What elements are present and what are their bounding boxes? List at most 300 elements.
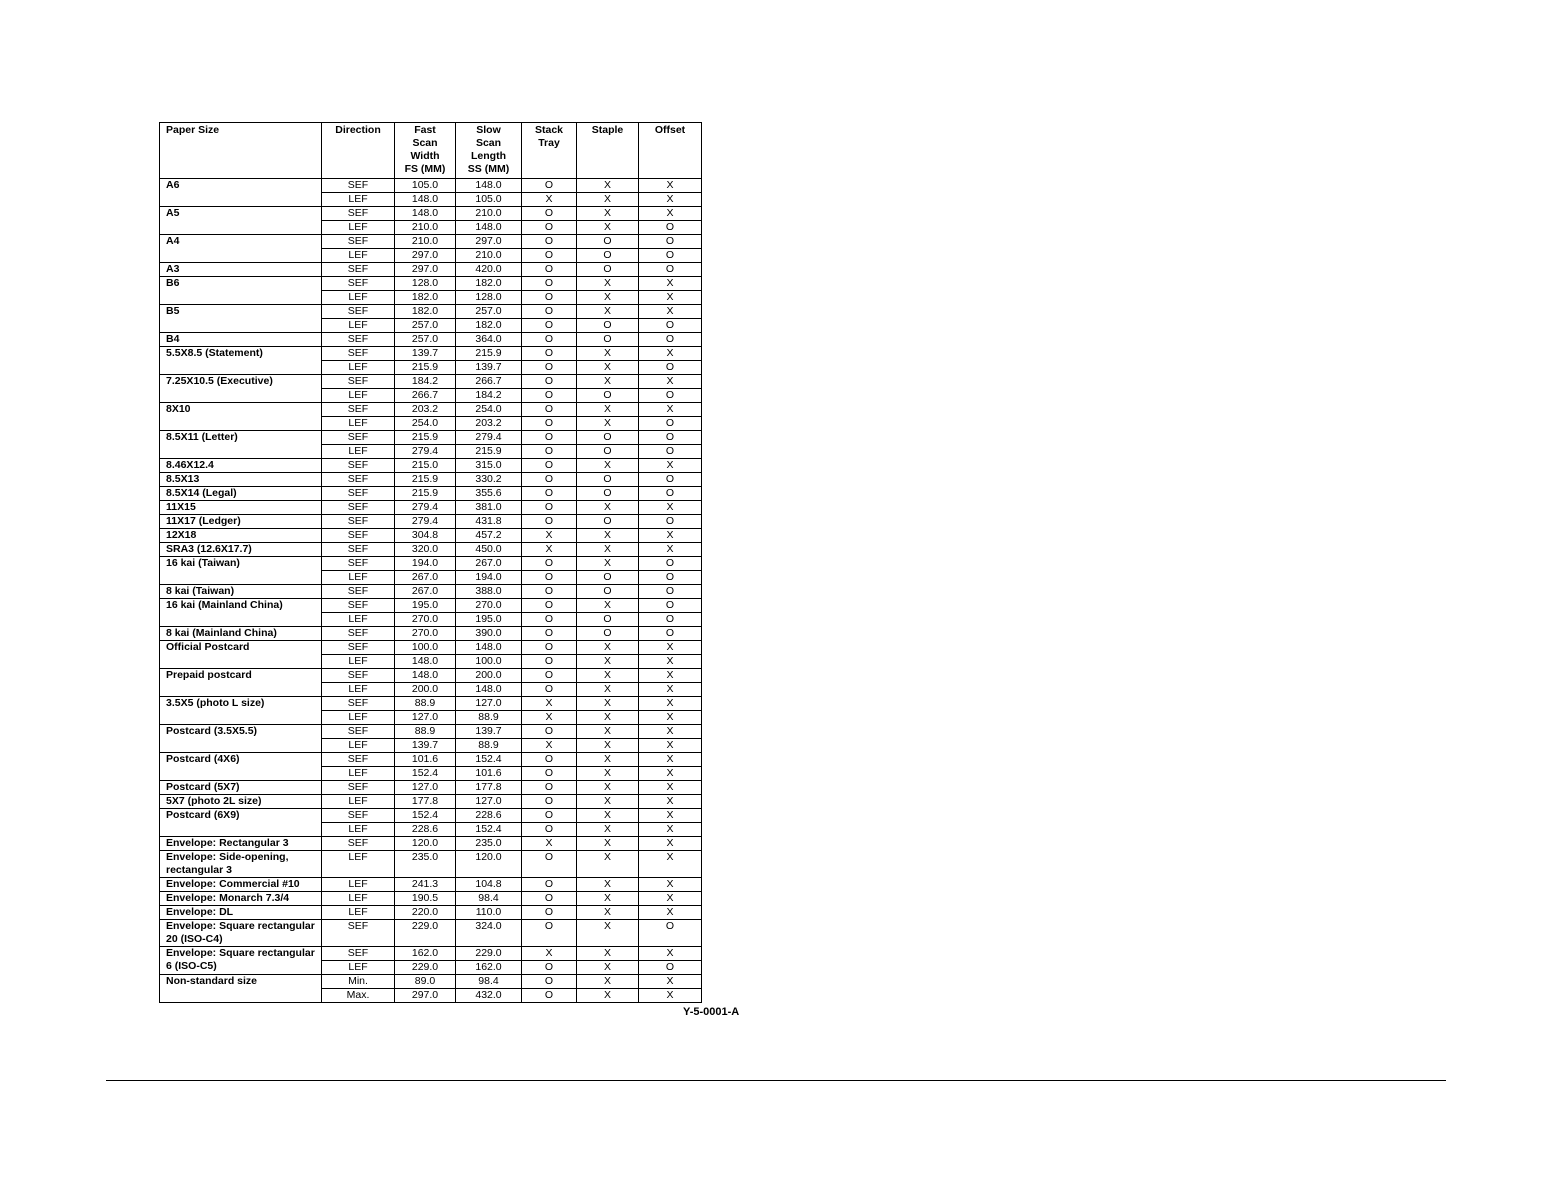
fast-scan-width-cell: 215.9 [395, 361, 456, 375]
staple-cell: X [577, 851, 639, 878]
staple-cell: X [577, 669, 639, 683]
slow-scan-length-cell: 254.0 [456, 403, 522, 417]
fast-scan-width-cell: 228.6 [395, 823, 456, 837]
offset-cell: O [639, 319, 702, 333]
stack-tray-cell: X [522, 193, 577, 207]
direction-cell: LEF [322, 851, 395, 878]
offset-cell: X [639, 892, 702, 906]
offset-cell: X [639, 193, 702, 207]
slow-scan-length-cell: 182.0 [456, 277, 522, 291]
stack-tray-cell: X [522, 529, 577, 543]
offset-cell: O [639, 473, 702, 487]
stack-tray-cell: O [522, 431, 577, 445]
offset-cell: X [639, 291, 702, 305]
table-row [160, 263, 702, 277]
staple-cell: X [577, 892, 639, 906]
staple-cell: O [577, 515, 639, 529]
header-fast-scan-width [395, 123, 456, 179]
stack-tray-cell: O [522, 487, 577, 501]
slow-scan-length-cell: 210.0 [456, 207, 522, 221]
header-line: Paper Size [166, 124, 220, 136]
stack-tray-cell: O [522, 417, 577, 431]
direction-cell: SEF [322, 501, 395, 515]
slow-scan-length-cell: 257.0 [456, 305, 522, 319]
offset-cell: X [639, 851, 702, 878]
paper-size-cell: 8.46X12.4 [160, 459, 322, 473]
direction-cell: LEF [322, 739, 395, 753]
slow-scan-length-cell: 127.0 [456, 697, 522, 711]
staple-cell: X [577, 501, 639, 515]
fast-scan-width-cell: 190.5 [395, 892, 456, 906]
offset-cell: X [639, 697, 702, 711]
fast-scan-width-cell: 182.0 [395, 291, 456, 305]
stack-tray-cell: O [522, 557, 577, 571]
header-row [160, 123, 702, 179]
table-row [160, 179, 702, 193]
direction-cell: SEF [322, 473, 395, 487]
direction-cell: Min. [322, 975, 395, 989]
fast-scan-width-cell: 203.2 [395, 403, 456, 417]
stack-tray-cell: O [522, 389, 577, 403]
paper-size-cell: Postcard (3.5X5.5) [160, 725, 322, 753]
offset-cell: X [639, 823, 702, 837]
fast-scan-width-cell: 88.9 [395, 697, 456, 711]
staple-cell: X [577, 305, 639, 319]
offset-cell: X [639, 641, 702, 655]
staple-cell: X [577, 878, 639, 892]
fast-scan-width-cell: 195.0 [395, 599, 456, 613]
stack-tray-cell: O [522, 361, 577, 375]
footer-rule [106, 1080, 1446, 1081]
offset-cell: X [639, 711, 702, 725]
stack-tray-cell: O [522, 403, 577, 417]
stack-tray-cell: O [522, 961, 577, 975]
direction-cell: LEF [322, 417, 395, 431]
slow-scan-length-cell: 235.0 [456, 837, 522, 851]
fast-scan-width-cell: 210.0 [395, 221, 456, 235]
staple-cell: O [577, 249, 639, 263]
staple-cell: O [577, 571, 639, 585]
direction-cell: SEF [322, 947, 395, 961]
slow-scan-length-cell: 88.9 [456, 739, 522, 753]
staple-cell: X [577, 277, 639, 291]
offset-cell: X [639, 375, 702, 389]
offset-cell: X [639, 725, 702, 739]
table-row [160, 599, 702, 613]
table-row [160, 697, 702, 711]
fast-scan-width-cell: 148.0 [395, 193, 456, 207]
fast-scan-width-cell: 152.4 [395, 767, 456, 781]
stack-tray-cell: O [522, 319, 577, 333]
offset-cell: X [639, 795, 702, 809]
table-row [160, 851, 702, 878]
staple-cell: X [577, 767, 639, 781]
slow-scan-length-cell: 267.0 [456, 557, 522, 571]
direction-cell: SEF [322, 641, 395, 655]
slow-scan-length-cell: 432.0 [456, 989, 522, 1003]
slow-scan-length-cell: 330.2 [456, 473, 522, 487]
direction-cell: LEF [322, 389, 395, 403]
paper-size-cell: SRA3 (12.6X17.7) [160, 543, 322, 557]
direction-cell: LEF [322, 892, 395, 906]
direction-cell: SEF [322, 459, 395, 473]
staple-cell: X [577, 529, 639, 543]
slow-scan-length-cell: 420.0 [456, 263, 522, 277]
table-row [160, 305, 702, 319]
fast-scan-width-cell: 297.0 [395, 263, 456, 277]
table-row [160, 585, 702, 599]
fast-scan-width-cell: 215.9 [395, 487, 456, 501]
table-row [160, 277, 702, 291]
staple-cell: X [577, 823, 639, 837]
fast-scan-width-cell: 152.4 [395, 809, 456, 823]
stack-tray-cell: O [522, 179, 577, 193]
table-row [160, 947, 702, 961]
offset-cell: O [639, 263, 702, 277]
staple-cell: X [577, 711, 639, 725]
staple-cell: X [577, 641, 639, 655]
fast-scan-width-cell: 127.0 [395, 781, 456, 795]
offset-cell: X [639, 781, 702, 795]
slow-scan-length-cell: 195.0 [456, 613, 522, 627]
slow-scan-length-cell: 210.0 [456, 249, 522, 263]
direction-cell: SEF [322, 809, 395, 823]
staple-cell: O [577, 389, 639, 403]
direction-cell: SEF [322, 529, 395, 543]
stack-tray-cell: O [522, 445, 577, 459]
paper-size-cell: 7.25X10.5 (Executive) [160, 375, 322, 403]
paper-size-cell: 11X15 [160, 501, 322, 515]
offset-cell: O [639, 431, 702, 445]
direction-cell: SEF [322, 837, 395, 851]
slow-scan-length-cell: 279.4 [456, 431, 522, 445]
header-slow-scan-length [456, 123, 522, 179]
fast-scan-width-cell: 89.0 [395, 975, 456, 989]
paper-size-cell: 11X17 (Ledger) [160, 515, 322, 529]
fast-scan-width-cell: 215.9 [395, 431, 456, 445]
direction-cell: SEF [322, 920, 395, 947]
offset-cell: O [639, 333, 702, 347]
offset-cell: O [639, 557, 702, 571]
offset-cell: X [639, 809, 702, 823]
header-staple [577, 123, 639, 179]
header-line: Tray [538, 137, 560, 149]
direction-cell: LEF [322, 613, 395, 627]
slow-scan-length-cell: 148.0 [456, 221, 522, 235]
staple-cell: O [577, 627, 639, 641]
stack-tray-cell: O [522, 627, 577, 641]
fast-scan-width-cell: 320.0 [395, 543, 456, 557]
fast-scan-width-cell: 148.0 [395, 655, 456, 669]
table-row [160, 375, 702, 389]
header-line: Offset [654, 124, 686, 136]
offset-cell: X [639, 207, 702, 221]
paper-size-table [159, 122, 702, 1003]
paper-size-cell: Non-standard size [160, 975, 322, 1003]
stack-tray-cell: O [522, 989, 577, 1003]
direction-cell: LEF [322, 193, 395, 207]
paper-size-cell: Envelope: Rectangular 3 [160, 837, 322, 851]
slow-scan-length-cell: 88.9 [456, 711, 522, 725]
staple-cell: X [577, 809, 639, 823]
offset-cell: O [639, 389, 702, 403]
direction-cell: SEF [322, 179, 395, 193]
staple-cell: O [577, 263, 639, 277]
staple-cell: X [577, 837, 639, 851]
fast-scan-width-cell: 148.0 [395, 207, 456, 221]
stack-tray-cell: O [522, 305, 577, 319]
stack-tray-cell: O [522, 613, 577, 627]
paper-size-cell: Envelope: DL [160, 906, 322, 920]
fast-scan-width-cell: 257.0 [395, 333, 456, 347]
slow-scan-length-cell: 101.6 [456, 767, 522, 781]
staple-cell: X [577, 599, 639, 613]
direction-cell: SEF [322, 431, 395, 445]
fast-scan-width-cell: 148.0 [395, 669, 456, 683]
offset-cell: X [639, 305, 702, 319]
slow-scan-length-cell: 266.7 [456, 375, 522, 389]
table-row [160, 809, 702, 823]
table-row [160, 975, 702, 989]
fast-scan-width-cell: 267.0 [395, 571, 456, 585]
direction-cell: SEF [322, 753, 395, 767]
staple-cell: X [577, 753, 639, 767]
fast-scan-width-cell: 210.0 [395, 235, 456, 249]
offset-cell: X [639, 501, 702, 515]
offset-cell: X [639, 683, 702, 697]
fast-scan-width-cell: 127.0 [395, 711, 456, 725]
fast-scan-width-cell: 279.4 [395, 445, 456, 459]
offset-cell: X [639, 837, 702, 851]
direction-cell: LEF [322, 361, 395, 375]
paper-size-cell: A4 [160, 235, 322, 263]
slow-scan-length-cell: 297.0 [456, 235, 522, 249]
direction-cell: SEF [322, 487, 395, 501]
paper-size-cell: B5 [160, 305, 322, 333]
fast-scan-width-cell: 304.8 [395, 529, 456, 543]
offset-cell: O [639, 515, 702, 529]
paper-size-cell: Postcard (4X6) [160, 753, 322, 781]
table-body [160, 179, 702, 1003]
fast-scan-width-cell: 182.0 [395, 305, 456, 319]
fast-scan-width-cell: 162.0 [395, 947, 456, 961]
stack-tray-cell: X [522, 947, 577, 961]
direction-cell: SEF [322, 235, 395, 249]
staple-cell: X [577, 403, 639, 417]
stack-tray-cell: O [522, 781, 577, 795]
paper-size-cell: A5 [160, 207, 322, 235]
paper-size-cell: 8 kai (Taiwan) [160, 585, 322, 599]
table-row [160, 473, 702, 487]
table-row [160, 515, 702, 529]
staple-cell: X [577, 906, 639, 920]
offset-cell: X [639, 403, 702, 417]
header-offset [639, 123, 702, 179]
table-row [160, 627, 702, 641]
table-row [160, 892, 702, 906]
staple-cell: O [577, 235, 639, 249]
paper-size-cell: 16 kai (Taiwan) [160, 557, 322, 585]
fast-scan-width-cell: 120.0 [395, 837, 456, 851]
paper-size-cell: 8.5X11 (Letter) [160, 431, 322, 459]
paper-size-cell: Envelope: Side-opening, rectangular 3 [160, 851, 322, 878]
slow-scan-length-cell: 229.0 [456, 947, 522, 961]
staple-cell: X [577, 417, 639, 431]
stack-tray-cell: X [522, 837, 577, 851]
paper-size-cell: A3 [160, 263, 322, 277]
header-line: FS (MM) [404, 163, 446, 175]
fast-scan-width-cell: 266.7 [395, 389, 456, 403]
fast-scan-width-cell: 100.0 [395, 641, 456, 655]
slow-scan-length-cell: 390.0 [456, 627, 522, 641]
staple-cell: O [577, 431, 639, 445]
offset-cell: O [639, 249, 702, 263]
staple-cell: X [577, 947, 639, 961]
paper-size-cell: A6 [160, 179, 322, 207]
direction-cell: LEF [322, 319, 395, 333]
stack-tray-cell: X [522, 697, 577, 711]
stack-tray-cell: O [522, 473, 577, 487]
staple-cell: X [577, 557, 639, 571]
paper-size-cell: 5X7 (photo 2L size) [160, 795, 322, 809]
offset-cell: X [639, 669, 702, 683]
slow-scan-length-cell: 324.0 [456, 920, 522, 947]
stack-tray-cell: O [522, 920, 577, 947]
fast-scan-width-cell: 215.9 [395, 473, 456, 487]
stack-tray-cell: O [522, 221, 577, 235]
slow-scan-length-cell: 105.0 [456, 193, 522, 207]
paper-size-cell: Envelope: Square rectangular 20 (ISO-C4) [160, 920, 322, 947]
table-row [160, 557, 702, 571]
offset-cell: X [639, 543, 702, 557]
slow-scan-length-cell: 381.0 [456, 501, 522, 515]
offset-cell: X [639, 739, 702, 753]
fast-scan-width-cell: 177.8 [395, 795, 456, 809]
stack-tray-cell: O [522, 975, 577, 989]
stack-tray-cell: O [522, 683, 577, 697]
staple-cell: X [577, 725, 639, 739]
stack-tray-cell: X [522, 711, 577, 725]
offset-cell: X [639, 277, 702, 291]
table-row [160, 235, 702, 249]
offset-cell: X [639, 947, 702, 961]
slow-scan-length-cell: 228.6 [456, 809, 522, 823]
table-row [160, 347, 702, 361]
direction-cell: LEF [322, 823, 395, 837]
fast-scan-width-cell: 297.0 [395, 249, 456, 263]
offset-cell: X [639, 906, 702, 920]
staple-cell: X [577, 697, 639, 711]
stack-tray-cell: O [522, 725, 577, 739]
stack-tray-cell: O [522, 753, 577, 767]
direction-cell: LEF [322, 683, 395, 697]
header-paper-size [160, 123, 322, 179]
fast-scan-width-cell: 101.6 [395, 753, 456, 767]
fast-scan-width-cell: 229.0 [395, 920, 456, 947]
slow-scan-length-cell: 127.0 [456, 795, 522, 809]
direction-cell: SEF [322, 781, 395, 795]
offset-cell: O [639, 221, 702, 235]
offset-cell: X [639, 655, 702, 669]
stack-tray-cell: O [522, 291, 577, 305]
fast-scan-width-cell: 184.2 [395, 375, 456, 389]
fast-scan-width-cell: 229.0 [395, 961, 456, 975]
direction-cell: SEF [322, 697, 395, 711]
stack-tray-cell: O [522, 851, 577, 878]
slow-scan-length-cell: 104.8 [456, 878, 522, 892]
staple-cell: X [577, 655, 639, 669]
offset-cell: O [639, 571, 702, 585]
staple-cell: X [577, 179, 639, 193]
stack-tray-cell: O [522, 767, 577, 781]
table-row [160, 669, 702, 683]
slow-scan-length-cell: 450.0 [456, 543, 522, 557]
paper-size-cell: 8.5X14 (Legal) [160, 487, 322, 501]
fast-scan-width-cell: 270.0 [395, 613, 456, 627]
stack-tray-cell: O [522, 585, 577, 599]
offset-cell: O [639, 920, 702, 947]
table-row [160, 725, 702, 739]
direction-cell: SEF [322, 305, 395, 319]
direction-cell: SEF [322, 375, 395, 389]
slow-scan-length-cell: 98.4 [456, 892, 522, 906]
slow-scan-length-cell: 162.0 [456, 961, 522, 975]
table-row [160, 781, 702, 795]
staple-cell: X [577, 207, 639, 221]
table-row [160, 529, 702, 543]
offset-cell: O [639, 235, 702, 249]
offset-cell: X [639, 767, 702, 781]
offset-cell: X [639, 989, 702, 1003]
direction-cell: LEF [322, 906, 395, 920]
staple-cell: O [577, 445, 639, 459]
paper-size-cell: 16 kai (Mainland China) [160, 599, 322, 627]
offset-cell: X [639, 179, 702, 193]
stack-tray-cell: O [522, 459, 577, 473]
direction-cell: LEF [322, 878, 395, 892]
fast-scan-width-cell: 105.0 [395, 179, 456, 193]
slow-scan-length-cell: 152.4 [456, 823, 522, 837]
fast-scan-width-cell: 241.3 [395, 878, 456, 892]
stack-tray-cell: O [522, 263, 577, 277]
offset-cell: O [639, 361, 702, 375]
slow-scan-length-cell: 139.7 [456, 361, 522, 375]
header-line: Scan [412, 137, 438, 149]
staple-cell: X [577, 683, 639, 697]
slow-scan-length-cell: 203.2 [456, 417, 522, 431]
paper-size-cell: 12X18 [160, 529, 322, 543]
header-line: Scan [475, 137, 502, 149]
direction-cell: SEF [322, 627, 395, 641]
offset-cell: O [639, 445, 702, 459]
slow-scan-length-cell: 182.0 [456, 319, 522, 333]
direction-cell: LEF [322, 795, 395, 809]
slow-scan-length-cell: 98.4 [456, 975, 522, 989]
offset-cell: O [639, 627, 702, 641]
direction-cell: SEF [322, 557, 395, 571]
fast-scan-width-cell: 279.4 [395, 515, 456, 529]
stack-tray-cell: O [522, 207, 577, 221]
direction-cell: LEF [322, 655, 395, 669]
staple-cell: O [577, 585, 639, 599]
fast-scan-width-cell: 270.0 [395, 627, 456, 641]
paper-size-cell: Envelope: Square rectangular 6 (ISO-C5) [160, 947, 322, 975]
direction-cell: SEF [322, 585, 395, 599]
direction-cell: SEF [322, 333, 395, 347]
slow-scan-length-cell: 148.0 [456, 641, 522, 655]
table-row [160, 878, 702, 892]
stack-tray-cell: O [522, 878, 577, 892]
